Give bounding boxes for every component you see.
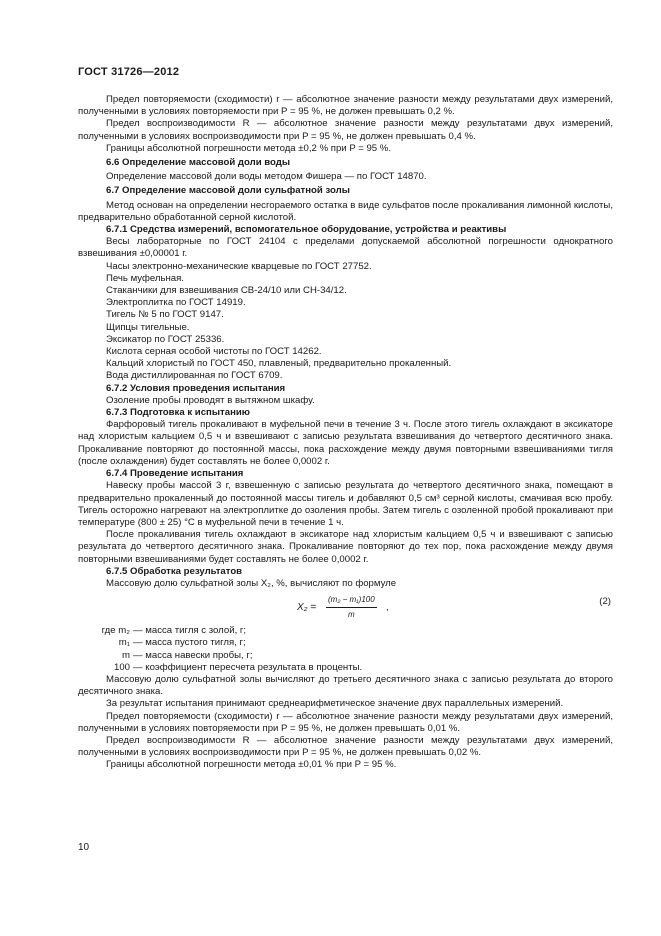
formula-lhs: X₂ = [297,602,317,614]
list-item: Печь муфельная. [106,272,184,284]
paragraph: За результат испытания принимают среднеарифметическое значение двух параллельных измерений. [106,698,564,710]
where-item [78,637,613,649]
paragraph: Навеску пробы массой 3 г, взвешенную с записью результата до четвертого десятичного знака, помещают в предварительно прокаленный до постоянной массы тигель и добавляют 0,5 см³ серной кислоты, смачивая всю пробу. Тигель осторожно нагревают на электроплитке до озоления пробы. Затем тигель с озоленной пробой прокаливают при температуре (800 ± 25) °С в муфельной печи в течение 1 ч. [78,480,613,528]
paragraph: Предел повторяемости (сходимости) r — абсолютное значение разности между результатами двух измерений, полученными в условиях повторяемости при P = 95 %, не должен превышать 0,01 %. [78,710,613,734]
document-body [78,94,613,772]
paragraph: Метод основан на определении несгораемого остатка в виде сульфатов после прокаливания лимонной кислоты, предварительно обработанной серной кислотой. [78,199,613,223]
where-text: — масса пустого тигля, г; [133,637,246,649]
where-symbol: где m₂ [101,625,130,637]
where-text: — масса навески пробы, г; [133,649,253,661]
section-heading: 6.6 Определение массовой доли воды [106,157,291,169]
subsection-heading: 6.7.2 Условия проведения испытания [106,382,286,394]
paragraph: Массовую долю сульфатной золы X₂, %, вычисляют по формуле [106,577,397,589]
paragraph: Весы лабораторные по ГОСТ 24104 с пределами допускаемой абсолютной погрешности однократного взвешивания ±0,00001 г. [78,236,613,260]
list-item: Эксикатор по ГОСТ 25336. [106,333,225,345]
where-symbol: m₁ [118,637,130,649]
formula-fraction [326,594,377,621]
equation-number: (2) [599,596,611,608]
paragraph: Озоление пробы проводят в вытяжном шкафу. [106,394,315,406]
list-item: Щипцы тигельные. [106,321,190,333]
subsection-heading: 6.7.1 Средства измерений, вспомогательное оборудование, устройства и реактивы [106,224,507,236]
where-item [78,625,613,637]
list-item: Часы электронно-механические кварцевые по ГОСТ 27752. [106,260,372,272]
formula-tail: , [386,602,389,614]
where-symbol: 100 [113,661,130,673]
where-text: — масса тигля с золой, г; [133,625,247,637]
section-heading: 6.7 Определение массовой доли сульфатной золы [106,185,350,197]
paragraph: Предел воспроизводимости R — абсолютное значение разности между результатами двух измерений, полученными в условиях воспроизводимости при P = 95 %, не должен превышать 0,4 %. [78,118,613,142]
paragraph: Предел повторяемости (сходимости) r — абсолютное значение разности между результатами двух измерений, полученными в условиях повторяемости при P = 95 %, не должен превышать 0,2 %. [78,94,613,118]
where-text: — коэффициент пересчета результата в проценты. [133,661,363,673]
where-symbol: m [122,649,130,661]
paragraph: Фарфоровый тигель прокаливают в муфельной печи в течение 3 ч. После этого тигель охлаждают в эксикаторе над хлористым кальцием 0,5 ч и взвешивают с записью результата взвешивания до четвертого десятичного знака. Прокаливание повторяют до постоянной массы, пока расхождение между двумя повторными взвешиваниями тигля (после охлаждения) будет составлять не более 0,0002 г. [78,419,613,467]
paragraph: Границы абсолютной погрешности метода ±0,01 % при P = 95 %. [106,759,397,771]
list-item: Тигель № 5 по ГОСТ 9147. [106,309,224,321]
where-item [78,650,613,662]
formula-denominator: m [348,610,355,620]
paragraph: Предел воспроизводимости R — абсолютное значение разности между результатами двух измерений, полученными в условиях воспроизводимости при P = 95 %, не должен превышать 0,02 %. [78,734,613,759]
document-code-header: ГОСТ 31726—2012 [78,66,180,78]
paragraph: Определение массовой доли воды методом Фишера — по ГОСТ 14870. [106,171,427,183]
formula-numerator: (m₂ − m₁)100 [326,594,377,608]
subsection-heading: 6.7.5 Обработка результатов [106,565,243,577]
paragraph: Массовую долю сульфатной золы вычисляют до третьего десятичного знака с записью результата до второго десятичного знака. [78,673,613,698]
page-number: 10 [78,842,90,853]
where-item [78,662,613,674]
formula-2 [78,594,613,622]
list-item: Стаканчики для взвешивания СВ-24/10 или СН-34/12. [106,285,347,297]
list-item: Кальций хлористый по ГОСТ 450, плавленый, предварительно прокаленный. [106,358,452,370]
list-item: Кислота серная особой чистоты по ГОСТ 14262. [106,346,322,358]
list-item: Электроплитка по ГОСТ 14919. [106,297,246,309]
list-item: Вода дистиллированная по ГОСТ 6709. [106,370,283,382]
subsection-heading: 6.7.4 Проведение испытания [106,468,244,480]
paragraph: После прокаливания тигель охлаждают в эксикаторе над хлористым кальцием 0,5 ч и взвешивают с записью результата до четвертого десятичного знака. Прокаливание повторяют до тех пор, пока расхождение между двумя повторными взвешиваниями будет составлять не более 0,0002 г. [78,529,613,565]
subsection-heading: 6.7.3 Подготовка к испытанию [106,407,250,419]
paragraph: Границы абсолютной погрешности метода ±0,2 % при P = 95 %. [106,142,392,154]
